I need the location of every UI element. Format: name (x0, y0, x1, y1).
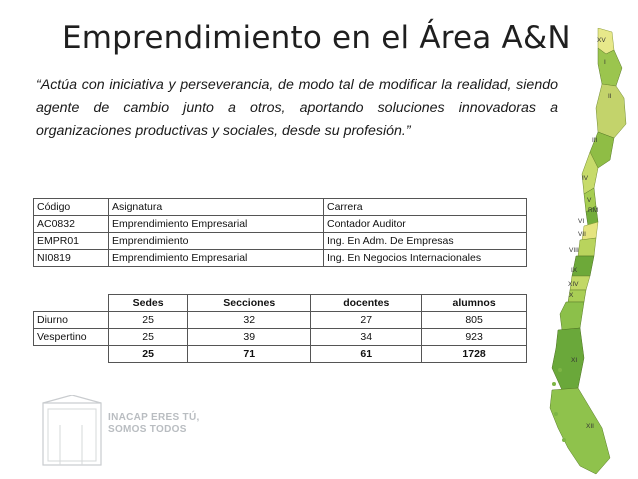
table-cell: AC0832 (34, 216, 109, 233)
quote-text: “Actúa con iniciativa y perseverancia, de modo tal de modificar la realidad, siendo agente de cambio junto a otros, aportando soluciones innovadoras a organizaciones productivas y sociales, desde su profesión.” (36, 77, 558, 139)
region-x-shape (560, 302, 584, 330)
totals-row (34, 346, 527, 363)
table-cell: Emprendimiento Empresarial (109, 216, 324, 233)
table-cell: 27 (311, 312, 422, 329)
table-cell: 34 (311, 329, 422, 346)
table-row (34, 216, 527, 233)
table-cell: 25 (109, 312, 188, 329)
table-cell: EMPR01 (34, 233, 109, 250)
total-cell: 71 (188, 346, 311, 363)
table-row (34, 312, 527, 329)
chile-regions-map (540, 28, 638, 479)
table-header-row (34, 295, 527, 312)
stats-table (33, 294, 527, 363)
table-cell: Ing. En Adm. De Empresas (324, 233, 527, 250)
region-label: II (608, 93, 612, 100)
empty-cell (34, 346, 109, 363)
table-row (34, 233, 527, 250)
region-label: VIII (569, 247, 579, 254)
region-label: I (604, 59, 606, 66)
region-label: IV (582, 175, 589, 182)
logo-slogan-line2: SOMOS TODOS (108, 424, 187, 435)
header-cell: Secciones (188, 295, 311, 312)
total-cell: 61 (311, 346, 422, 363)
region-label: XI (571, 357, 578, 364)
row-label: Diurno (34, 312, 109, 329)
courses-table (33, 198, 527, 267)
region-label: XIV (568, 281, 579, 288)
table-cell: Emprendimiento Empresarial (109, 250, 324, 267)
inacap-logo-icon (42, 395, 104, 467)
region-label: VII (578, 231, 586, 238)
total-cell: 1728 (422, 346, 527, 363)
empty-header-cell (34, 295, 109, 312)
table-cell: 25 (109, 329, 188, 346)
header-cell: Sedes (109, 295, 188, 312)
table-row (34, 329, 527, 346)
header-cell: Carrera (324, 199, 527, 216)
header-cell: docentes (311, 295, 422, 312)
logo-slogan (108, 412, 200, 436)
table-cell: Ing. En Negocios Internacionales (324, 250, 527, 267)
region-label: XII (586, 423, 594, 430)
table-header-row (34, 199, 527, 216)
region-vii-shape (578, 238, 596, 256)
header-cell: Código (34, 199, 109, 216)
region-label: III (592, 137, 598, 144)
table-cell: 923 (422, 329, 527, 346)
table-cell: 39 (188, 329, 311, 346)
region-xii-shape (550, 388, 610, 474)
total-cell: 25 (109, 346, 188, 363)
header-cell: alumnos (422, 295, 527, 312)
table-row (34, 250, 527, 267)
row-label: Vespertino (34, 329, 109, 346)
region-i-shape (598, 48, 622, 86)
region-label: XV (597, 37, 606, 44)
region-label: X (569, 292, 574, 299)
header-cell: Asignatura (109, 199, 324, 216)
region-label: V (587, 197, 592, 204)
table-cell: 805 (422, 312, 527, 329)
region-label: RM (588, 207, 599, 214)
logo-slogan-line1: INACAP ERES TÚ, (108, 412, 200, 423)
region-label: IX (571, 267, 578, 274)
region-label: VI (578, 218, 585, 225)
table-cell: Contador Auditor (324, 216, 527, 233)
table-cell: Emprendimiento (109, 233, 324, 250)
page-title: Emprendimiento en el Área A&N (62, 20, 571, 56)
table-cell: NI0819 (34, 250, 109, 267)
table-cell: 32 (188, 312, 311, 329)
region-xi-shape (552, 328, 584, 390)
